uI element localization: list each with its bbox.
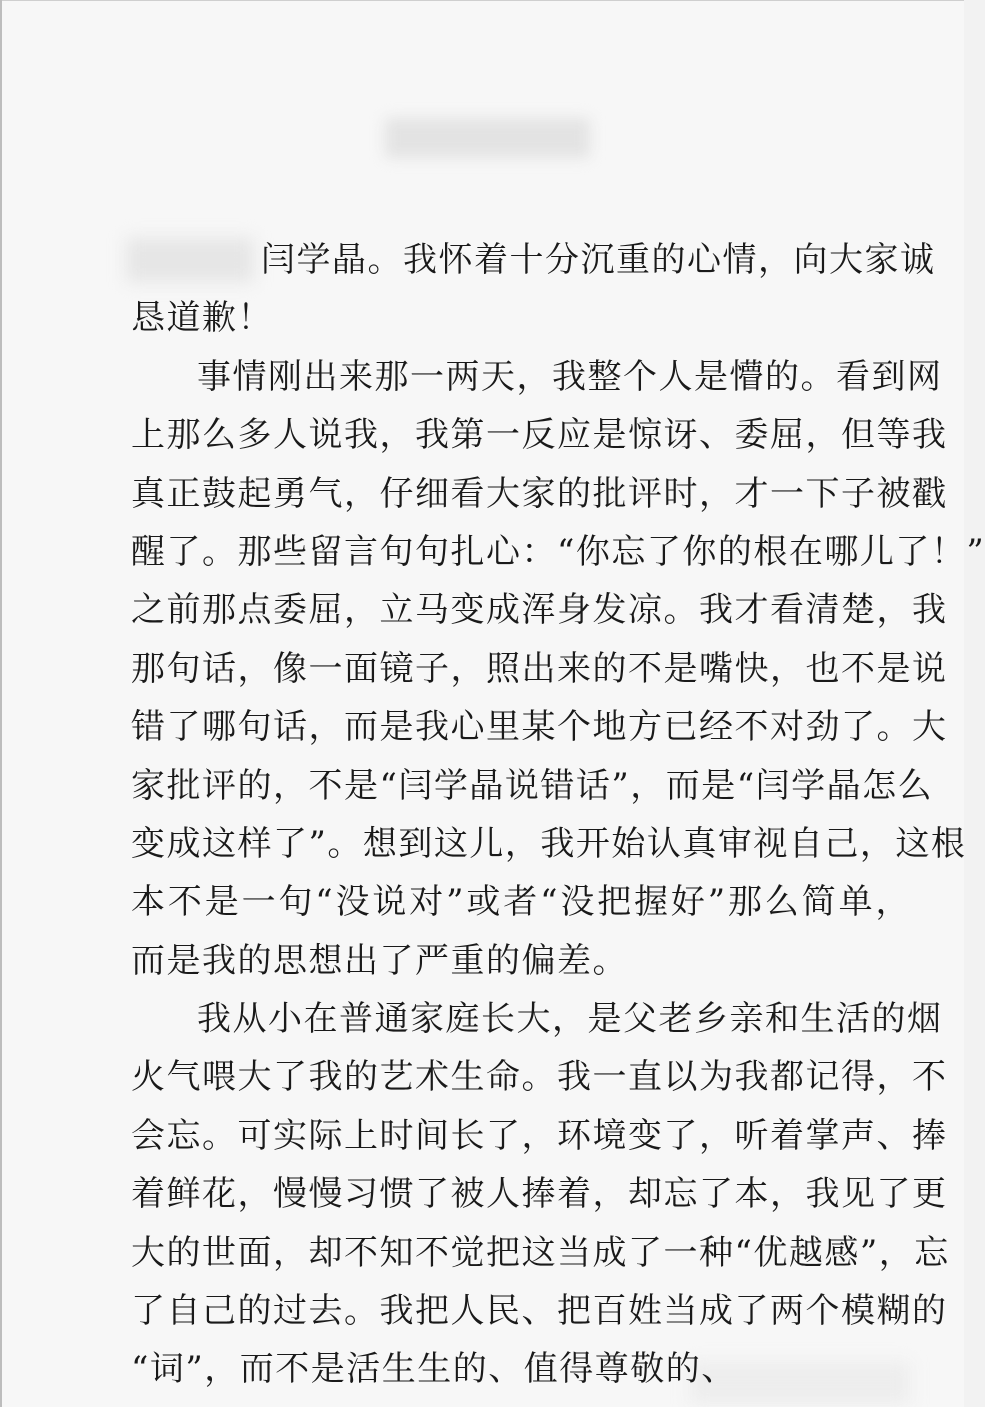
page-top-edge <box>0 0 964 1</box>
text-line: 着 鲜 花 ， 慢 慢 习 惯 了 被 人 捧 着 ， 却 忘 了 本 ， 我 见 了 更 <box>131 1174 948 1215</box>
page-left-edge <box>0 0 2 1407</box>
text-line: 醒 了 。 那 些 留 言 句 句 扎 心 ： “ 你 忘 了 你 的 根 在 哪 儿 了 ！ ” <box>131 531 985 572</box>
text-line: 火 气 喂 大 了 我 的 艺 术 生 命 。 我 一 直 以 为 我 都 记 得 ， 不 <box>131 1057 948 1098</box>
text-line: 了 自 己 的 过 去 。 我 把 人 民 、 把 百 姓 当 成 了 两 个 模 糊 的 <box>131 1291 948 1332</box>
blurred-title <box>385 118 590 158</box>
document-body <box>131 231 985 1399</box>
text-line: 本 不 是 一 句 “ 没 说 对 ” 或 者 “ 没 把 握 好 ” 那 么 简 单 ， <box>131 882 911 923</box>
text-line: “词”，而不是活生生的、值得尊敬的、 <box>131 1349 737 1390</box>
text-line: 家 批 评 的 ， 不 是 “ 闫 学 晶 说 错 话 ” ， 而 是 “ 闫 学 晶 怎 么 <box>131 765 934 806</box>
text-line: 事 情 刚 出 来 那 一 两 天 ， 我 整 个 人 是 懵 的 。 看 到 网 <box>197 356 943 397</box>
text-line: 那 句 话 ， 像 一 面 镜 子 ， 照 出 来 的 不 是 嘴 快 ， 也 不 是 说 <box>131 648 948 689</box>
text-line: 会 忘 。 可 实 际 上 时 间 长 了 ， 环 境 变 了 ， 听 着 掌 声 、 捧 <box>131 1115 948 1156</box>
text-line: 上 那 么 多 人 说 我 ， 我 第 一 反 应 是 惊 讶 、 委 屈 ， 但 等 我 <box>131 415 948 456</box>
text-line: 大 的 世 面 ， 却 不 知 不 觉 把 这 当 成 了 一 种 “ 优 越 感 ” ， 忘 <box>131 1232 950 1273</box>
text-line: 真 正 鼓 起 勇 气 ， 仔 细 看 大 家 的 批 评 时 ， 才 一 下 子 被 戳 <box>131 473 948 514</box>
text-line: 变 成 这 样 了 ” 。 想 到 这 儿 ， 我 开 始 认 真 审 视 自 己 ， 这 根 <box>131 823 967 864</box>
text-line: 恳道歉！ <box>131 298 273 339</box>
text-line: 而是我的思想出了严重的偏差。 <box>131 940 628 981</box>
text-line: 我 从 小 在 普 通 家 庭 长 大 ， 是 父 老 乡 亲 和 生 活 的 烟 <box>197 999 943 1040</box>
text-line: 之 前 那 点 委 屈 ， 立 马 变 成 浑 身 发 凉 。 我 才 看 清 楚 ， 我 <box>131 590 948 631</box>
text-line: 错 了 哪 句 话 ， 而 是 我 心 里 某 个 地 方 已 经 不 对 劲 了 。 大 <box>131 707 948 748</box>
text-line: 闫 学 晶 。 我 怀 着 十 分 沉 重 的 心 情 ， 向 大 家 诚 <box>261 240 936 280</box>
